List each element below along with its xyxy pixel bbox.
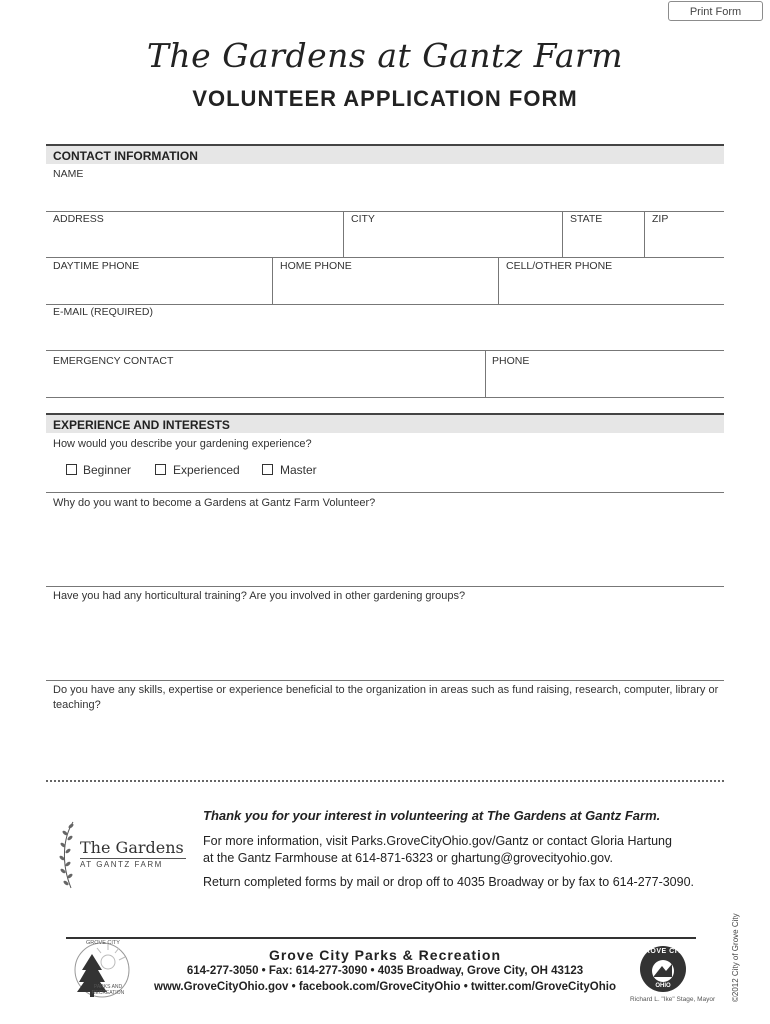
footer-contact: 614-277-3050 • Fax: 614-277-3090 • 4035 Broadway, Grove City, OH 43123 [186, 965, 584, 977]
divider [46, 492, 724, 493]
email-label: E-MAIL (REQUIRED) [53, 306, 153, 318]
divider [46, 586, 724, 587]
experience-question: How would you describe your gardening experience? [53, 438, 312, 450]
training-question: Have you had any horticultural training? Are you involved in other gardening groups? [53, 590, 466, 602]
divider [644, 211, 645, 257]
thank-you-text: Thank you for your interest in volunteering at The Gardens at Gantz Farm. [203, 808, 661, 823]
master-checkbox[interactable] [262, 464, 273, 475]
footer-rule [66, 937, 696, 939]
footer-web: www.GroveCityOhio.gov • facebook.com/GroveCityOhio • twitter.com/GroveCityOhio [154, 981, 616, 993]
logo-subtitle: AT GANTZ FARM [80, 860, 163, 869]
emergency-contact-label: EMERGENCY CONTACT [53, 355, 174, 367]
page-title: The Gardens at Gantz Farm [146, 36, 624, 75]
name-label: NAME [53, 168, 84, 180]
city-seal [638, 944, 688, 994]
divider [46, 397, 724, 398]
copyright-text: ©2012 City of Grove City [731, 913, 740, 1002]
divider [272, 257, 273, 304]
footer-org: Grove City Parks & Recreation [268, 947, 502, 963]
gardens-logo [55, 818, 190, 896]
experienced-label: Experienced [173, 463, 240, 477]
contact-section-heading: CONTACT INFORMATION [46, 144, 724, 164]
info-line-2: at the Gantz Farmhouse at 614-871-6323 or ghartung@grovecityohio.gov. [203, 851, 613, 865]
form-title: VOLUNTEER APPLICATION FORM [192, 86, 578, 111]
home-phone-label: HOME PHONE [280, 260, 352, 272]
state-label: STATE [570, 213, 603, 225]
divider [46, 304, 724, 305]
seal-bottom-text: OHIO [655, 983, 671, 989]
divider [562, 211, 563, 257]
dotted-divider [46, 780, 724, 782]
zip-label: ZIP [652, 213, 669, 225]
city-label: CITY [351, 213, 375, 225]
divider [46, 211, 724, 212]
skills-question: Do you have any skills, expertise or experience beneficial to the organization in areas such as fund raising, research, computer, library or teaching? [53, 684, 719, 711]
divider [485, 350, 486, 397]
divider [46, 257, 724, 258]
master-label: Master [280, 463, 317, 477]
logo-rule [80, 858, 186, 859]
info-line-1: For more information, visit Parks.GroveCityOhio.gov/Gantz or contact Gloria Hartung [203, 834, 672, 848]
logo-title: The Gardens [80, 838, 184, 857]
beginner-label: Beginner [83, 463, 132, 477]
experienced-checkbox[interactable] [155, 464, 166, 475]
cell-phone-label: CELL/OTHER PHONE [506, 260, 613, 272]
print-form-button[interactable]: Print Form [668, 1, 763, 21]
return-instructions: Return completed forms by mail or drop off to 4035 Broadway or by fax to 614-277-3090. [203, 875, 695, 889]
beginner-checkbox[interactable] [66, 464, 77, 475]
divider [46, 350, 724, 351]
emergency-phone-label: PHONE [492, 355, 530, 367]
daytime-phone-label: DAYTIME PHONE [53, 260, 140, 272]
seal-top-text: GROVE CITY [638, 948, 688, 955]
divider [343, 211, 344, 257]
why-volunteer-question: Why do you want to become a Gardens at Gantz Farm Volunteer? [53, 497, 376, 509]
address-label: ADDRESS [53, 213, 104, 225]
parks-logo-top: GROVE CITY [86, 940, 120, 946]
divider [46, 680, 724, 681]
mayor-credit: Richard L. "Ike" Stage, Mayor [630, 996, 716, 1003]
experience-section-heading: EXPERIENCE AND INTERESTS [46, 413, 724, 433]
parks-logo-bottom: PARKS AND RECREATION [91, 984, 125, 996]
divider [498, 257, 499, 304]
